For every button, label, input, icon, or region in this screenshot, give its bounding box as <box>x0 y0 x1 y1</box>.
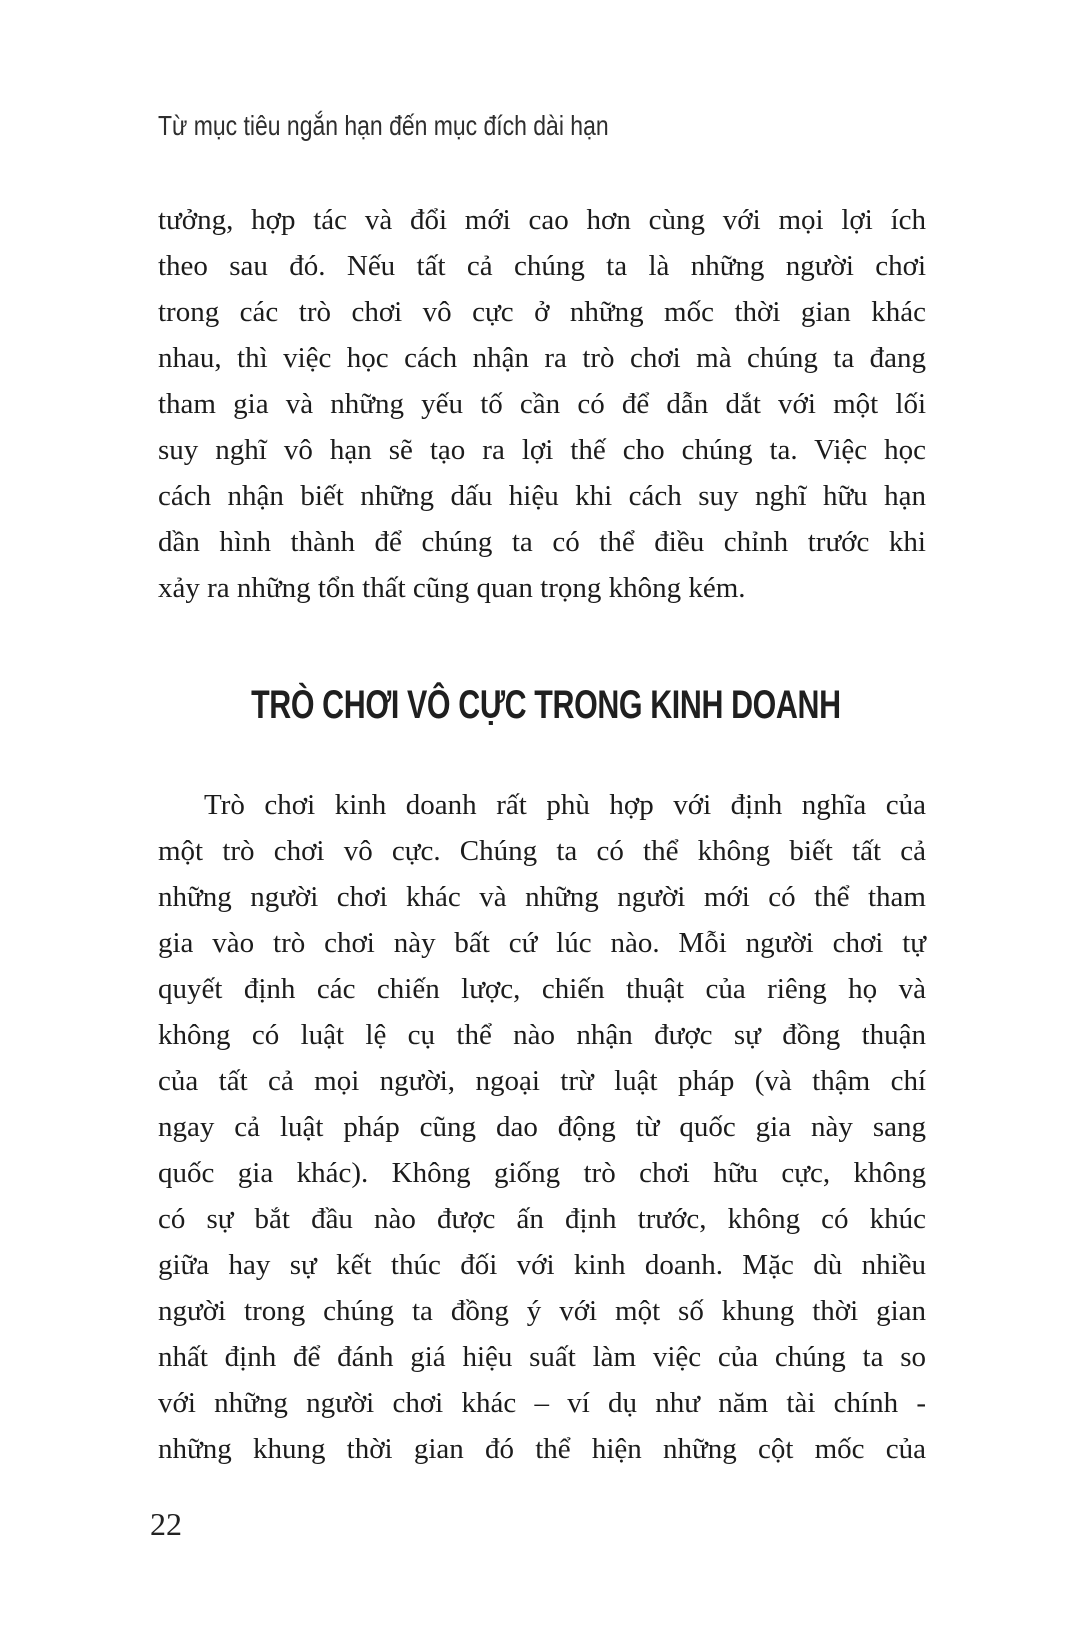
body-line: tưởng, hợp tác và đổi mới cao hơn cùng với mọi lợi ích <box>158 204 926 236</box>
section-heading <box>158 683 926 728</box>
running-header-text: Từ mục tiêu ngắn hạn đến mục đích dài hạn <box>158 110 609 141</box>
body-line: một trò chơi vô cực. Chúng ta có thể không biết tất cả <box>158 835 926 867</box>
body-line: gia vào trò chơi này bất cứ lúc nào. Mỗi người chơi tự <box>158 927 926 959</box>
body-line: có sự bắt đầu nào được ấn định trước, không có khúc <box>158 1203 926 1235</box>
section-heading-text: TRÒ CHƠI VÔ CỰC TRONG KINH DOANH <box>251 683 841 727</box>
body-line: không có luật lệ cụ thể nào nhận được sự đồng thuận <box>158 1019 926 1051</box>
body-line: với những người chơi khác – ví dụ như năm tài chính - <box>158 1387 926 1419</box>
body-line: của tất cả mọi người, ngoại trừ luật pháp (và thậm chí <box>158 1065 926 1097</box>
body-line: quyết định các chiến lược, chiến thuật của riêng họ và <box>158 973 926 1005</box>
body-line: dần hình thành để chúng ta có thể điều chỉnh trước khi <box>158 526 926 558</box>
body-line: người trong chúng ta đồng ý với một số khung thời gian <box>158 1295 926 1327</box>
body-line: suy nghĩ vô hạn sẽ tạo ra lợi thế cho chúng ta. Việc học <box>158 434 926 466</box>
body-line: nhau, thì việc học cách nhận ra trò chơi mà chúng ta đang <box>158 342 926 374</box>
body-line: Trò chơi kinh doanh rất phù hợp với định nghĩa của <box>204 789 926 821</box>
body-line: ngay cả luật pháp cũng dao động từ quốc gia này sang <box>158 1111 926 1143</box>
body-line: tham gia và những yếu tố cần có để dẫn dắt với một lối <box>158 388 926 420</box>
body-line: quốc gia khác). Không giống trò chơi hữu cực, không <box>158 1157 926 1189</box>
body-line: trong các trò chơi vô cực ở những mốc thời gian khác <box>158 296 926 328</box>
body-line: giữa hay sự kết thúc đối với kinh doanh. Mặc dù nhiều <box>158 1249 926 1281</box>
page-number: 22 <box>150 1506 182 1542</box>
body-line: những người chơi khác và những người mới có thể tham <box>158 881 926 913</box>
body-line: nhất định để đánh giá hiệu suất làm việc của chúng ta so <box>158 1341 926 1373</box>
paragraph-1 <box>158 197 926 611</box>
body-line: xảy ra những tổn thất cũng quan trọng không kém. <box>158 572 746 604</box>
body-line: theo sau đó. Nếu tất cả chúng ta là những người chơi <box>158 250 926 282</box>
body-line: những khung thời gian đó thể hiện những cột mốc của <box>158 1433 926 1465</box>
paragraph-2 <box>158 782 926 1472</box>
body-line: cách nhận biết những dấu hiệu khi cách suy nghĩ hữu hạn <box>158 480 926 512</box>
running-header <box>158 110 708 142</box>
